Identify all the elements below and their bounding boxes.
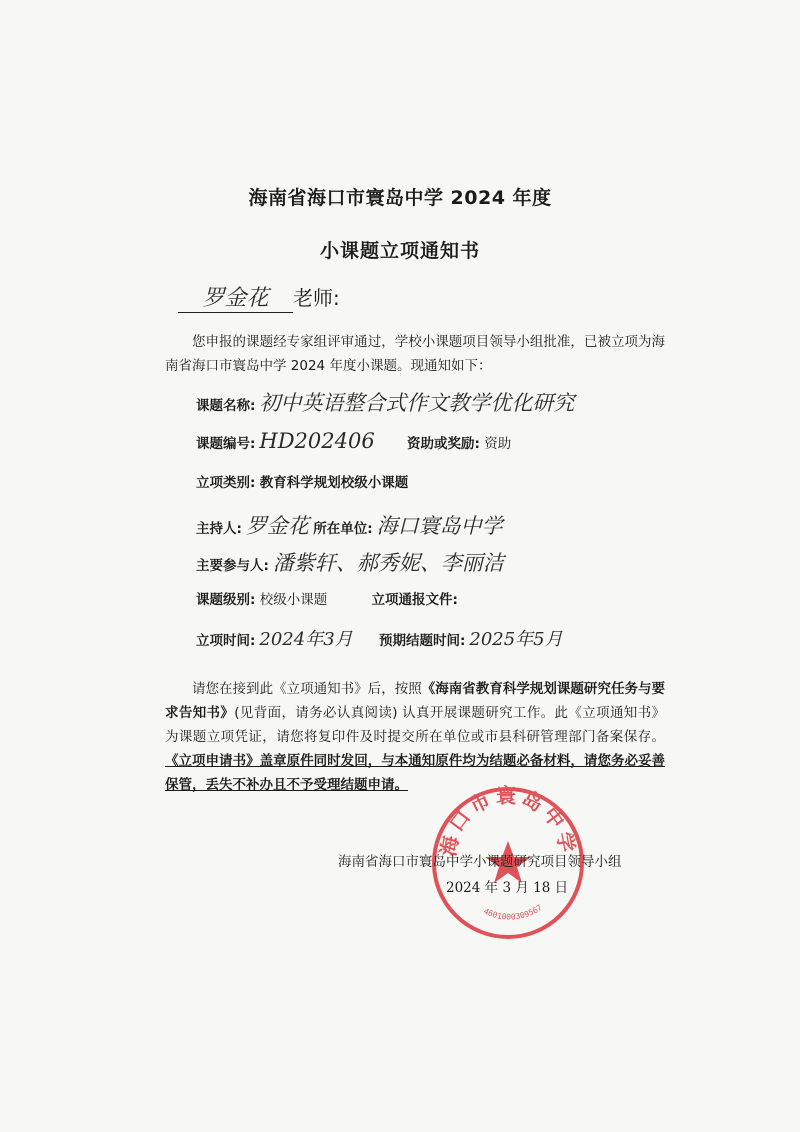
end-value: 2025年5月 — [469, 629, 563, 650]
intro-paragraph: 您申报的课题经专家组评审通过，学校小课题项目领导小组批准，已被立项为海南省海口市寰岛中学 2024 年度小课题。现通知如下： — [165, 334, 665, 374]
members-row — [196, 547, 504, 577]
document-title-line1: 海南省海口市寰岛中学 2024 年度 — [248, 187, 552, 209]
topic-no-row — [196, 429, 511, 453]
signing-date: 2024 年 3 月 18 日 — [446, 880, 569, 896]
time-row — [196, 625, 563, 651]
seal-text: 海口市寰岛中学 — [436, 783, 580, 858]
notice-part1: 请您在接到此《立项通知书》后，按照 — [192, 681, 422, 697]
category-row — [196, 471, 408, 491]
notice-paragraph — [165, 677, 665, 797]
topic-no-label: 课题编号: — [196, 436, 256, 452]
funding-label: 资助或奖励: — [407, 436, 480, 452]
end-label: 预期结题时间: — [378, 633, 466, 649]
level-row — [196, 588, 458, 608]
addressee — [178, 282, 340, 313]
topic-no-value: HD202406 — [259, 429, 375, 453]
doc-label: 立项通报文件: — [371, 592, 458, 608]
unit-label: 所在单位: — [313, 521, 373, 537]
members-label: 主要参与人: — [196, 558, 269, 574]
unit-value: 海口寰岛中学 — [376, 514, 503, 538]
host-label: 主持人: — [196, 521, 242, 537]
start-value: 2024年3月 — [259, 629, 353, 650]
topic-name-value: 初中英语整合式作文教学优化研究 — [259, 391, 575, 415]
host-row — [196, 510, 503, 540]
notice-part2: 《海南省教育科学规划课题研究任务与要求告知书》 — [165, 681, 665, 721]
document-title-line2: 小课题立项通知书 — [319, 240, 480, 262]
topic-name-row — [196, 387, 574, 417]
category-value: 教育科学规划校级小课题 — [259, 475, 409, 491]
notice-part3: (见背面，请务必认真阅读) 认真开展课题研究工作。此《立项通知书》为课题立项凭证，请您将复印件及时提交所在单位或市县科研管理部门备案保存。 — [165, 705, 666, 745]
category-label: 立项类别: — [196, 475, 256, 491]
topic-name-label: 课题名称: — [196, 398, 256, 414]
addressee-suffix: 老师: — [293, 286, 340, 310]
funding-value: 资助 — [484, 436, 512, 452]
notice-part4: 《立项申请书》盖章原件同时发回，与本通知原件均为结题必备材料，请您务必妥善保管，丢失不补办且不予受理结题申请。 — [165, 753, 665, 793]
level-label: 课题级别: — [196, 592, 256, 608]
signing-org: 海南省海口市寰岛中学小课题研究项目领导小组 — [338, 854, 622, 870]
addressee-name: 罗金花 — [178, 286, 293, 313]
host-value: 罗金花 — [245, 514, 309, 538]
level-value: 校级小课题 — [259, 592, 328, 608]
seal-code: 4601000309567 — [482, 903, 544, 922]
members-value: 潘紫轩、郝秀妮、李丽洁 — [272, 551, 504, 575]
start-label: 立项时间: — [196, 633, 256, 649]
